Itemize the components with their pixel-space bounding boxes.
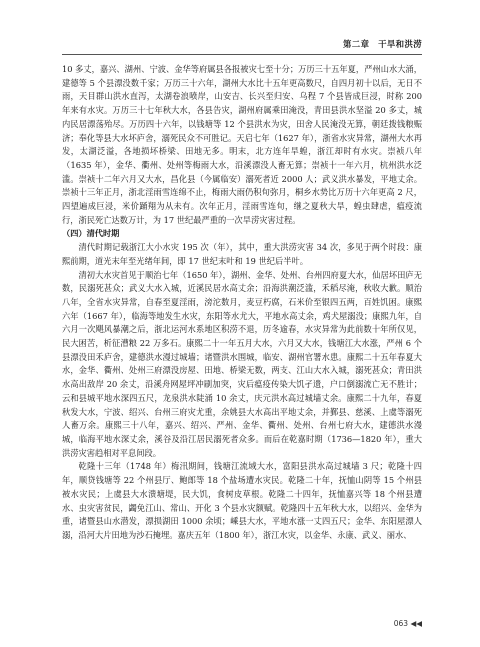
chapter-title: 第二章 干旱和洪涝 [343,39,422,49]
page-arrow-icon: ◀◀ [410,619,422,628]
running-header [62,36,422,55]
paragraph-qing-intro: 清代时期记载浙江大小水灾 195 次（年），其中，重大洪涝灾害 34 次，多见于两个时段：康熙前期，道光末年至光绪年间，即 17 世纪末叶和 19 世纪后半叶。 [62,242,422,266]
paragraph-qing-qianlong: 乾隆十三年（1748 年）梅汛期间，钱塘江流域大水，富阳县洪水高过城墙 3 尺；乾隆十四年，顺贷钱塘等 22 个州县厅、鲍郎等 18 个盐场遭水灾民。乾隆二十年，抚恤山阴等 15 个州县被水灾民；上虞县大水溃塘堤，民大饥，食树皮草根。乾隆二十四年，抚恤嘉兴等 18 个州县遭水、虫灾害贫民，蠲免江山、常山、开化 3 个县水灾额赋。乾隆四十五年秋大水，以绍兴、金华为重，诸暨县山水潜发，漂损湖田 1000 余顷；嵊县大水，平地水涨一丈四五尺；金华、东阳屋漂人溺，沿河大片田地为沙石掩埋。嘉庆五年（1800 年），浙江水灾，以金华、永康、武义、丽水、 [62,461,422,540]
section-heading-qing: （四）清代时期 [62,228,120,239]
page-body [62,63,422,543]
paragraph-qing-early: 清初大水灾首见于顺治七年（1650 年），湖州、金华、处州、台州四府夏大水，仙居坏田庐无数，民溺死甚众；武义大水入城，近溪民居水高丈余；沿海洪潮泛滥，禾稻尽淹，秋收大歉。顺治八年，全省水灾异常，自春至夏淫雨，滂沱数月，麦豆朽腐，石米价至银四五两，百姓饥困。康熙六年（1667 年），临海等地发生水灾，东阳等水尤大，平地水高丈余，鸡犬屋溺没；康熙九年，自六月一次飓风暴潮之后，浙北运河水系地区积涝不退，历冬逾春，水灾异常为此前数十年所仅见，民大困苦，析征漕粮 22 万多石。康熙二十一年五月大水，六月又大水，钱塘江大水涨，严州 6 个县漂没田禾庐舍，建德洪水漫过城墙；诸暨洪水围城，临安、湖州官署水患。康熙二十五年春夏大水，金华、衢州、处州三府漂没房屋、田地、桥梁无数，两支、江山大水入城，溺死甚众；青田洪水高出敌岸 20 余丈，沿溪舟网屋坪冲刷加突，灾后瘟疫传染大饥孑遗，户口倒溺流亡无不胜计；云和县城平地水深四五尺，龙泉洪水陡涌 10 余丈，庆元洪水高过城墙丈余。康熙二十九年，春夏秋发大水，宁波、绍兴、台州三府灾尤重，余姚县大水高出平地丈余，并鄞县、慈溪、上虞等溺死人畜万余。康熙三十八年，嘉兴、绍兴、严州、金华、衢州、处州、台州七府大水，建德洪水漫城，临海平地水深丈余，溪谷及沿江居民溺死者众多。而后在乾嘉时期（1736—1820 年），重大洪涝灾害趋相对平息间段。 [62,269,422,458]
paragraph-ming-continued: 10 多丈，嘉兴、湖州、宁波、金华等府属县各报被灾七至十分；万历三十五年夏，严州山水大涌，建德等 5 个县漂没数千家；万历三十六年，湖州大水比十五年更高数尺，自四月初十以后，无日不雨，天目群山洪水直泻，太湖卷浪喷岸，山安吉、长兴至归安、乌程 7 个县皆成巨浸，时称 200 年来有水灾。万历三十七年秋大水，各县告灾，湖州府属乘田淹没，青田县洪水坚溢 20 多丈，城内民居漂荡殆尽。万历四十六年，以钱塘等 12 个县洪水为灾，田舍人民淹没无算，朝廷拨钱粮赈济；奉化等县大水坏庐舍，溺死民众不可胜记。天启七年（1627 年），浙省水灾异常，湖州大水再发，太湖泛溢，各地损坏桥梁、田地无多。明末，北方连年旱蝗，浙江却时有水灾。崇祯八年（1635 年），金华、衢州、处州等梅雨大水，沿溪漂没人畜无算；崇祯十一年六月，杭州洪水泛滥。崇祯十二年六月又大水，昌化县（今属临安）溺死者近 2000 人；武义洪水暴发，平地丈余。崇祯十三年正月，浙北淫雨雪连绵不止，梅雨大雨仍积旬弥月，桐乡水势比万历十六年更高 2 尺，四望遍成巨浸，米价踊翔为从未有。次年正月，淫雨雪连旬，继之夏秋大旱，蝗虫肆虐，瘟疫流行，浙民死亡达数万计，为 17 世纪最严重的一次旱涝灾害过程。 [62,64,422,225]
page-number: 063 [393,619,409,628]
page-footer [394,619,422,628]
